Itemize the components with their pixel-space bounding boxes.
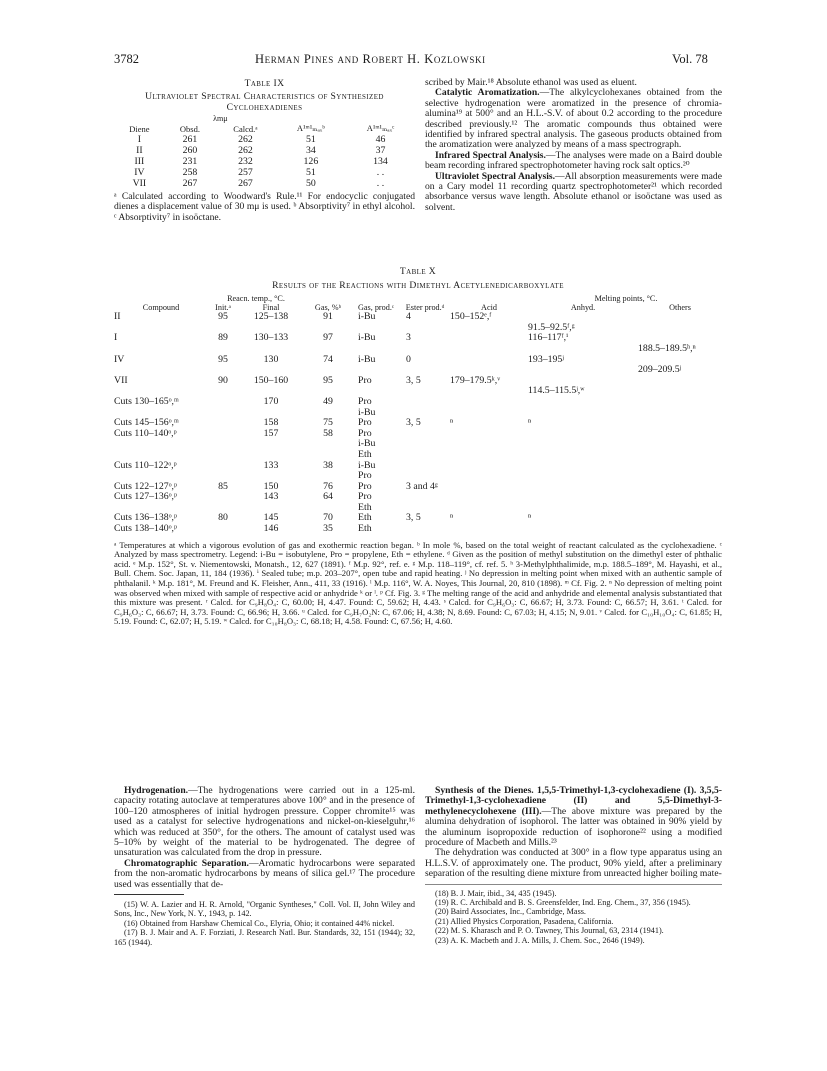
table-cell: 46 — [375, 134, 386, 145]
table-cell-final: 125–138 — [253, 311, 289, 323]
table-cell-gas: 49 — [323, 395, 333, 407]
paragraph — [425, 172, 722, 214]
table-cell-gasprod: i-Bu — [358, 353, 376, 365]
table-cell-init: 90 — [218, 374, 228, 386]
table-cell: 231 — [182, 156, 198, 167]
table-cell-acid: ⁿ — [450, 512, 454, 524]
table-cell-gasprod: i-Bu — [358, 459, 376, 471]
paragraph — [114, 859, 415, 890]
reference-item: (23) A. K. Macbeth and J. A. Mills, J. Chem. Soc., 2646 (1949). — [435, 935, 645, 945]
table-row — [114, 344, 722, 355]
table-cell-others: 209–209.5ʲ — [638, 364, 682, 376]
table-cell: VII — [132, 178, 147, 189]
table-cell-acid — [450, 524, 528, 535]
paragraph-body: —The hydrogenations were carried out in a 125-ml. capacity rotating autoclave at temperatures above 100° and in the presence of 100–120 atmospheres of initial hydrogen pressure. Copper chromite¹⁵ was used as a catalyst for selective hydrogenations and nickel-on-kieselguhr,¹⁶ which was reduced at 350°, for the others. The amount of catalyst used was 5–10% by weight of the material to be hydrogenated. The degree of unsaturation was calculated from the drop in pressure. — [114, 785, 415, 859]
table-cell-anhyd — [528, 461, 638, 472]
table-cell-final: 143 — [263, 491, 279, 503]
table-cell-compound — [114, 439, 208, 450]
table-x — [114, 266, 722, 627]
reference-item: (22) M. S. Kharasch and P. O. Tawney, This Journal, 63, 2314 (1941). — [435, 926, 664, 936]
table-x-col-header: Compound — [142, 302, 180, 312]
table-row — [114, 134, 415, 145]
table-cell-final: 150 — [263, 480, 279, 492]
table-cell-acid — [450, 386, 528, 397]
table-cell-ester: 3 — [406, 332, 411, 344]
table-cell-anhyd: ⁿ — [528, 512, 532, 524]
paragraph: scribed by Mair.¹⁸ Absolute ethanol was used as eluent. — [425, 77, 637, 88]
table-cell-compound — [114, 344, 208, 355]
table-row — [114, 167, 415, 178]
table-row — [114, 355, 722, 366]
table-row — [114, 156, 415, 167]
table-cell-compound: Cuts 138–140ᵒ,ᵖ — [114, 523, 178, 535]
table-cell-gasprod: i-Bu — [358, 406, 376, 418]
reference-list — [114, 900, 415, 947]
table-cell-init — [208, 429, 238, 440]
table-cell-others — [638, 471, 722, 482]
run-in-heading: Ultraviolet Spectral Analysis. — [435, 170, 556, 182]
table-cell-init: 95 — [218, 311, 228, 323]
table-cell-init — [208, 439, 238, 450]
table-cell-init — [208, 492, 238, 503]
table-cell-ester — [400, 450, 450, 461]
table-ix-col-header: Diene — [129, 123, 150, 134]
table-cell: . . — [376, 167, 385, 178]
table-ix-footnote: ᵃ Calculated according to Woodward's Rule.¹¹ For endocyclic conjugated dienes a displacement value of 30 mμ is used. ᵇ Absorptivity⁷ in ethyl alcohol. ᶜ Absorptivity⁷ in isoöctane. — [114, 191, 415, 223]
run-in-heading: Chromatographic Separation. — [124, 857, 249, 869]
table-cell: . . — [376, 178, 385, 189]
table-cell-gas: 35 — [323, 523, 333, 535]
table-cell-others — [638, 323, 722, 334]
reference-item: (17) B. J. Mair and A. F. Forziati, J. Research Natl. Bur. Standards, 32, 151 (1944); 32, 165 (1944). — [114, 928, 415, 947]
table-cell-gasprod: Eth — [358, 523, 372, 535]
reference-item: (21) Allied Physics Corporation, Pasadena, California. — [435, 916, 614, 926]
table-cell-anhyd — [528, 344, 638, 355]
table-cell-ester: 4 — [406, 311, 411, 323]
table-cell-final — [238, 344, 304, 355]
table-cell-acid — [450, 397, 528, 408]
table-cell-final: 158 — [263, 417, 279, 429]
table-x-footnotes: ᵃ Temperatures at which a vigorous evolution of gas and exothermic reaction began. ᵇ In mole %, based on the total weight of reactant calculated as the cyclohexadiene. ᶜ Analyzed by mass spectrometry. Legend: i-Bu = isobutylene, Pro = propylene, Eth = ethylene. ᵈ Given as the position of methyl substitution on the dimethyl ester of phthalic acid. ᵉ M.p. 152°, St. v. Niementowski, Monatsh., 12, 627 (1891). ᶠ M.p. 92°, ref. e. ᵍ M.p. 118–119°, cf. ref. 5. ʰ 3-Methylphthalimide, m.p. 188.5–189°, M. Hayashi, et al., Bull. Chem. Soc. Japan, 11, 184 (1936). ⁱ Sealed tube; m.p. 203–207°, open tube and rapid heating. ʲ No depression in melting point when mixed with an authentic sample of phthalanil. ᵏ M.p. 181°, M. Freund and K. Fleisher, Ann., 411, 33 (1916). ˡ M.p. 116°, W. A. Noyes, This Journal, 20, 810 (1898). ᵐ Cf. Fig. 2. ⁿ No depression of melting point was observed when mixed with sample of respective acid or anhydride ᵏ or ˡ. ᵖ Cf. Fig. 3. ᵍ The melting range of the acid and anhydride and elemental analysis substantiated that this mixture was present. ʳ Calcd. for C₉H₈O₄: C, 60.00; H, 4.47. Found: C, 59.62; H, 4.43. ˢ Calcd. for C₉H₆O₃: C, 66.67; H, 3.73. Found: C, 66.57; H, 3.61. ᵗ Calcd. for C₉H₆O₃: C, 66.67; H, 3.73. Found: C, 66.96; H, 3.66. ᵘ Calcd. for C₉H₇O₂N: C, 67.06; H, 4.38; N, 8.69. Found: C, 67.03; H, 4.15; N, 9.01. ᵛ Calcd. for C₁₀H₁₀O₄: C, 61.85; H, 5.19. Found: C, 62.07; H, 5.19. ʷ Calcd. for C₁₀H₈O₃: C, 68.18; H, 4.58. Found: C, 67.56; H, 4.60. — [114, 539, 722, 627]
table-cell-acid — [450, 492, 528, 503]
table-cell-compound: Cuts 127–136ᵒ,ᵖ — [114, 491, 178, 503]
table-cell: 262 — [238, 145, 253, 156]
table-row — [114, 312, 722, 323]
table-ix-col-header: Calcd.ᵃ — [233, 123, 258, 134]
table-x-col-header: Gas, %ᵇ — [314, 302, 342, 312]
table-cell-acid — [450, 429, 528, 440]
table-cell-ester — [400, 397, 450, 408]
table-cell-others — [638, 418, 722, 429]
run-in-heading: Synthesis of the Dienes. 1,5,5-Trimethyl-1,3-cyclohexadiene (I). 3,5,5-Trimethyl-1,3-cyclohexadiene (II) and 5,5-Dimethyl-3-methylenecyclohexene (III). — [425, 785, 722, 817]
table-cell-others — [638, 376, 722, 387]
table-cell-compound: Cuts 110–122ᵒ,ᵖ — [114, 459, 177, 471]
table-cell: 267 — [182, 178, 198, 189]
table-cell-gasprod: Pro — [358, 427, 372, 439]
table-cell-init: 85 — [218, 480, 228, 492]
table-cell: 267 — [238, 178, 253, 189]
table-cell: 51 — [305, 134, 316, 145]
table-cell-final: 157 — [263, 427, 279, 439]
table-cell-compound — [114, 365, 208, 376]
table-row — [114, 418, 722, 429]
table-cell-acid — [450, 461, 528, 472]
table-x-temp-header: Reacn. temp., °C. — [227, 294, 285, 303]
table-cell-gasprod: Eth — [358, 512, 372, 524]
table-cell-init: 89 — [218, 332, 228, 344]
table-cell: 37 — [375, 145, 386, 156]
table-cell-acid — [450, 482, 528, 493]
table-cell: 34 — [305, 145, 316, 156]
table-ix-col-header: A¹ᵐ¹ₘₐₓᵇ — [296, 123, 325, 133]
footnote-divider — [114, 894, 184, 895]
table-cell-others: 188.5–189.5ʰ,ⁿ — [638, 342, 696, 354]
table-cell-compound: IV — [114, 353, 125, 365]
paragraph — [425, 151, 722, 172]
table-cell-acid: 150–152ᵉ,ᶠ — [450, 311, 492, 323]
table-x-col-header: Final — [262, 302, 280, 312]
table-cell-ester — [400, 344, 450, 355]
table-cell-gasprod: Pro — [358, 374, 372, 386]
run-in-heading: Catalytic Aromatization. — [435, 87, 540, 99]
table-row — [114, 323, 722, 334]
reference-item: (19) R. C. Archibald and B. S. Greensfelder, Ind. Eng. Chem., 37, 356 (1945). — [435, 898, 691, 908]
table-cell-acid — [450, 408, 528, 419]
paragraph-body: —The alkylcyclohexanes obtained from the selective hydrogenation were aromatized in the presence of chromia-alumina¹⁹ at 500° and an H.L.-S.V. of about 0.2 according to the procedure described previously.¹² The aromatic compounds thus obtained were identified by infrared spectral analysis. The gaseous products obtained from the aromatization were analyzed by means of a mass spectrograph. — [425, 87, 722, 151]
table-cell-anhyd — [528, 492, 638, 503]
table-cell-gasprod: Pro — [358, 395, 372, 407]
table-cell-init — [208, 408, 238, 419]
running-head-authors: Herman Pines and Robert H. Kozlowski — [255, 52, 486, 66]
table-cell: 51 — [305, 167, 316, 178]
table-x-col-header: Gas, prod.ᶜ — [358, 302, 394, 312]
table-cell: 260 — [182, 145, 198, 156]
table-cell: III — [134, 156, 145, 167]
table-cell: I — [137, 134, 142, 145]
table-cell-gas: 58 — [323, 427, 333, 439]
table-x-title: Results of the Reactions with Dimethyl Acetylenedicarboxylate — [272, 280, 564, 291]
table-row — [114, 397, 722, 408]
footnote-divider — [425, 884, 722, 885]
table-cell-gas: 76 — [323, 480, 333, 492]
table-cell-ester: 3 and 4ᵍ — [406, 480, 438, 492]
table-cell-gas: 70 — [323, 512, 333, 524]
table-cell-acid — [450, 503, 528, 514]
table-cell-ester — [400, 439, 450, 450]
table-row — [114, 145, 415, 156]
table-ix-label: Table IX — [244, 78, 285, 89]
table-cell-compound: Cuts 145–156ᵒ,ᵐ — [114, 417, 179, 429]
table-row — [114, 450, 722, 461]
paragraph-body: —Aromatic hydrocarbons were separated from the non-aromatic hydrocarbons by means of silica gel.¹⁷ The procedure used was essentially that de- — [114, 857, 415, 890]
table-row — [114, 513, 722, 524]
table-x-mp-header: Melting points, °C. — [594, 294, 658, 303]
table-cell-ester: 3, 5 — [406, 374, 421, 386]
table-x-label: Table X — [399, 266, 437, 277]
table-x-col-header: Anhyd. — [570, 302, 596, 312]
table-cell-final — [238, 439, 304, 450]
reference-item: (18) B. J. Mair, ibid., 34, 435 (1945). — [435, 888, 557, 898]
table-cell-gas: 95 — [323, 374, 333, 386]
table-cell-gasprod: Pro — [358, 491, 372, 503]
table-x-col-header: Acid — [481, 302, 497, 312]
table-cell-init — [208, 461, 238, 472]
table-cell-ester — [400, 461, 450, 472]
table-cell-init — [208, 418, 238, 429]
table-cell-others — [638, 450, 722, 461]
right-column-top — [425, 78, 722, 213]
paragraph-body: —All absorption measurements were made on a Cary model 11 recording quartz spectrophotometer²¹ which recorded absorbance versus wave length. Absolute ethanol or isoöctane was used as solvent. — [425, 170, 722, 213]
table-cell-anhyd: 116–117ᶠ,ⁱ — [528, 332, 569, 344]
table-cell: 50 — [305, 178, 316, 189]
table-cell-compound: I — [114, 332, 118, 344]
table-cell-compound: Cuts 130–165ᵒ,ᵐ — [114, 395, 179, 407]
table-cell-acid — [450, 471, 528, 482]
table-cell-gas: 75 — [323, 417, 333, 429]
table-cell-gasprod: i-Bu — [358, 438, 376, 450]
table-cell-acid — [450, 450, 528, 461]
table-row — [114, 386, 722, 397]
table-cell-final — [238, 450, 304, 461]
table-cell-init: 95 — [218, 353, 228, 365]
table-cell-others — [638, 408, 722, 419]
table-cell-gas: 91 — [323, 311, 333, 323]
table-cell-gas: 74 — [323, 353, 333, 365]
table-cell-gasprod: Eth — [358, 448, 372, 460]
reference-item: (20) Baird Associates, Inc., Cambridge, Mass. — [435, 907, 586, 917]
page-number: 3782 — [114, 52, 139, 66]
bottom-left-column — [114, 786, 415, 947]
table-cell: 262 — [238, 134, 253, 145]
table-cell-ester — [400, 492, 450, 503]
table-cell-anhyd — [528, 408, 638, 419]
table-cell-others — [638, 397, 722, 408]
table-cell-ester — [400, 524, 450, 535]
reference-item: (16) Obtained from Harshaw Chemical Co., Elyria, Ohio; it contained 44% nickel. — [124, 918, 395, 928]
table-cell-anhyd — [528, 365, 638, 376]
table-row — [114, 333, 722, 344]
table-cell-final: 130–133 — [253, 332, 289, 344]
paragraph: The dehydration was conducted at 300° in a flow type apparatus using an H.L.S.V. of approximately one. The product, 90% yield, after a preliminary separation of the resulting diene mixture from unreacted higher boiling mate- — [425, 847, 722, 880]
table-cell: IV — [134, 167, 145, 178]
table-cell-anhyd — [528, 397, 638, 408]
paragraph — [425, 88, 722, 150]
table-cell-anhyd — [528, 482, 638, 493]
table-row — [114, 524, 722, 535]
table-cell-compound: VII — [114, 374, 128, 386]
table-cell-gas: 38 — [323, 459, 333, 471]
table-ix-col-header: Obsd. — [179, 123, 200, 134]
table-cell: 126 — [303, 156, 319, 167]
table-x-col-header: Init.ᵃ — [215, 302, 231, 312]
table-row — [114, 376, 722, 387]
paragraph — [114, 786, 415, 859]
table-cell: 258 — [182, 167, 198, 178]
table-cell-gas — [304, 450, 352, 461]
table-cell-acid — [450, 333, 528, 344]
table-cell: 257 — [238, 167, 253, 178]
table-cell-anhyd — [528, 450, 638, 461]
table-cell: 134 — [373, 156, 388, 167]
table-cell-gas — [304, 439, 352, 450]
table-cell-compound: Cuts 136–138ᵒ,ᵖ — [114, 512, 178, 524]
table-cell-others — [638, 492, 722, 503]
table-cell-others — [638, 461, 722, 472]
table-cell-acid: 179–179.5ᵏ,ᵛ — [450, 374, 501, 386]
paragraph-body: —The above mixture was prepared by the alumina dehydration of isophorol. The latter was obtained in 90% yield by the aluminum isopropoxide reduction of isophorone²² using a modified procedure of Macbeth and Mills.²³ — [425, 805, 723, 849]
table-cell-compound: Cuts 122–127ᵒ,ᵖ — [114, 480, 178, 492]
table-cell-others — [638, 429, 722, 440]
table-cell-compound: II — [114, 311, 121, 323]
table-ix-title: Ultraviolet Spectral Characteristics of Synthesized Cyclohexadienes — [145, 91, 384, 113]
table-row — [114, 482, 722, 493]
table-cell-anhyd: ⁿ — [528, 417, 532, 429]
run-in-heading: Infrared Spectral Analysis. — [435, 149, 546, 161]
table-cell-others — [638, 312, 722, 323]
table-cell-others — [638, 386, 722, 397]
table-cell-anhyd — [528, 471, 638, 482]
table-ix — [114, 78, 415, 223]
table-cell-others — [638, 513, 722, 524]
table-cell-compound: Cuts 110–140ᵒ,ᵖ — [114, 427, 177, 439]
table-ix-col-header: A¹ᵐ¹ₘₐₓᶜ — [366, 123, 395, 133]
table-cell-gas: 97 — [323, 332, 333, 344]
table-cell-acid — [450, 439, 528, 450]
table-cell-init — [208, 397, 238, 408]
table-cell-final: 145 — [263, 512, 279, 524]
table-cell-anhyd — [528, 439, 638, 450]
reference-list — [425, 889, 722, 945]
table-ix-grid — [114, 114, 415, 189]
table-cell-others — [638, 439, 722, 450]
table-cell-init — [208, 524, 238, 535]
table-cell-gasprod: i-Bu — [358, 311, 376, 323]
table-cell-gasprod: Pro — [358, 417, 372, 429]
table-row — [114, 439, 722, 450]
table-cell-gasprod: Pro — [358, 480, 372, 492]
table-cell-gasprod — [352, 344, 400, 355]
table-cell: 261 — [182, 134, 198, 145]
table-cell-ester: 0 — [406, 353, 411, 365]
table-cell-others — [638, 482, 722, 493]
table-cell: 232 — [238, 156, 253, 167]
table-cell-anhyd — [528, 429, 638, 440]
table-cell-acid — [450, 344, 528, 355]
run-in-heading: Hydrogenation. — [124, 785, 189, 796]
bottom-right-column — [425, 786, 722, 945]
volume-label: Vol. 78 — [672, 52, 708, 66]
table-cell-gasprod: i-Bu — [358, 332, 376, 344]
table-cell-acid: ⁿ — [450, 417, 454, 429]
table-cell-anhyd: 91.5–92.5ᶠ,ᵍ — [528, 321, 575, 333]
table-cell-ester — [400, 429, 450, 440]
table-cell-acid — [450, 355, 528, 366]
table-cell-gasprod: Eth — [358, 501, 372, 513]
table-cell-gas: 64 — [323, 491, 333, 503]
table-cell-ester: 3, 5 — [406, 417, 421, 429]
paragraph — [425, 786, 722, 848]
paragraph-body: —The analyses were made on a Baird double beam recording infrared spectrophotometer having rock salt optics.²⁰ — [425, 149, 722, 172]
table-ix-group-header: λmμ — [213, 114, 228, 123]
table-row — [114, 429, 722, 440]
table-cell-others — [638, 503, 722, 514]
table-x-grid — [114, 295, 722, 535]
table-cell-compound — [114, 323, 208, 334]
table-cell-others — [638, 524, 722, 535]
table-cell-ester — [400, 386, 450, 397]
table-cell-init — [208, 386, 238, 397]
table-cell-anhyd: 193–195ʲ — [528, 353, 564, 365]
table-cell-anhyd: 114.5–115.5ʲ,ʷ — [528, 385, 585, 397]
table-row — [114, 178, 415, 189]
table-cell-final: 170 — [263, 395, 279, 407]
table-cell-ester: 3, 5 — [406, 512, 421, 524]
table-x-col-header: Others — [669, 302, 691, 312]
table-cell-init — [208, 450, 238, 461]
reference-item: (15) W. A. Lazier and H. R. Arnold, "Organic Syntheses," Coll. Vol. II, John Wiley and Sons, Inc., New York, N. Y., 1943, p. 142. — [114, 900, 415, 919]
table-cell-gas — [304, 344, 352, 355]
table-cell-acid — [450, 323, 528, 334]
table-cell-final: 133 — [263, 459, 279, 471]
table-cell-compound — [114, 450, 208, 461]
table-x-col-header: Ester prod.ᵈ — [405, 302, 445, 312]
table-cell-init — [208, 344, 238, 355]
table-cell-init: 80 — [218, 512, 228, 524]
table-cell-final: 150–160 — [253, 374, 289, 386]
table-cell-anhyd — [528, 524, 638, 535]
table-cell: II — [136, 145, 143, 156]
table-cell-anhyd — [528, 503, 638, 514]
table-cell-final: 130 — [263, 353, 279, 365]
table-row — [114, 492, 722, 503]
table-row — [114, 461, 722, 472]
table-cell-final: 146 — [263, 523, 279, 535]
table-cell-gasprod: Pro — [358, 470, 372, 482]
